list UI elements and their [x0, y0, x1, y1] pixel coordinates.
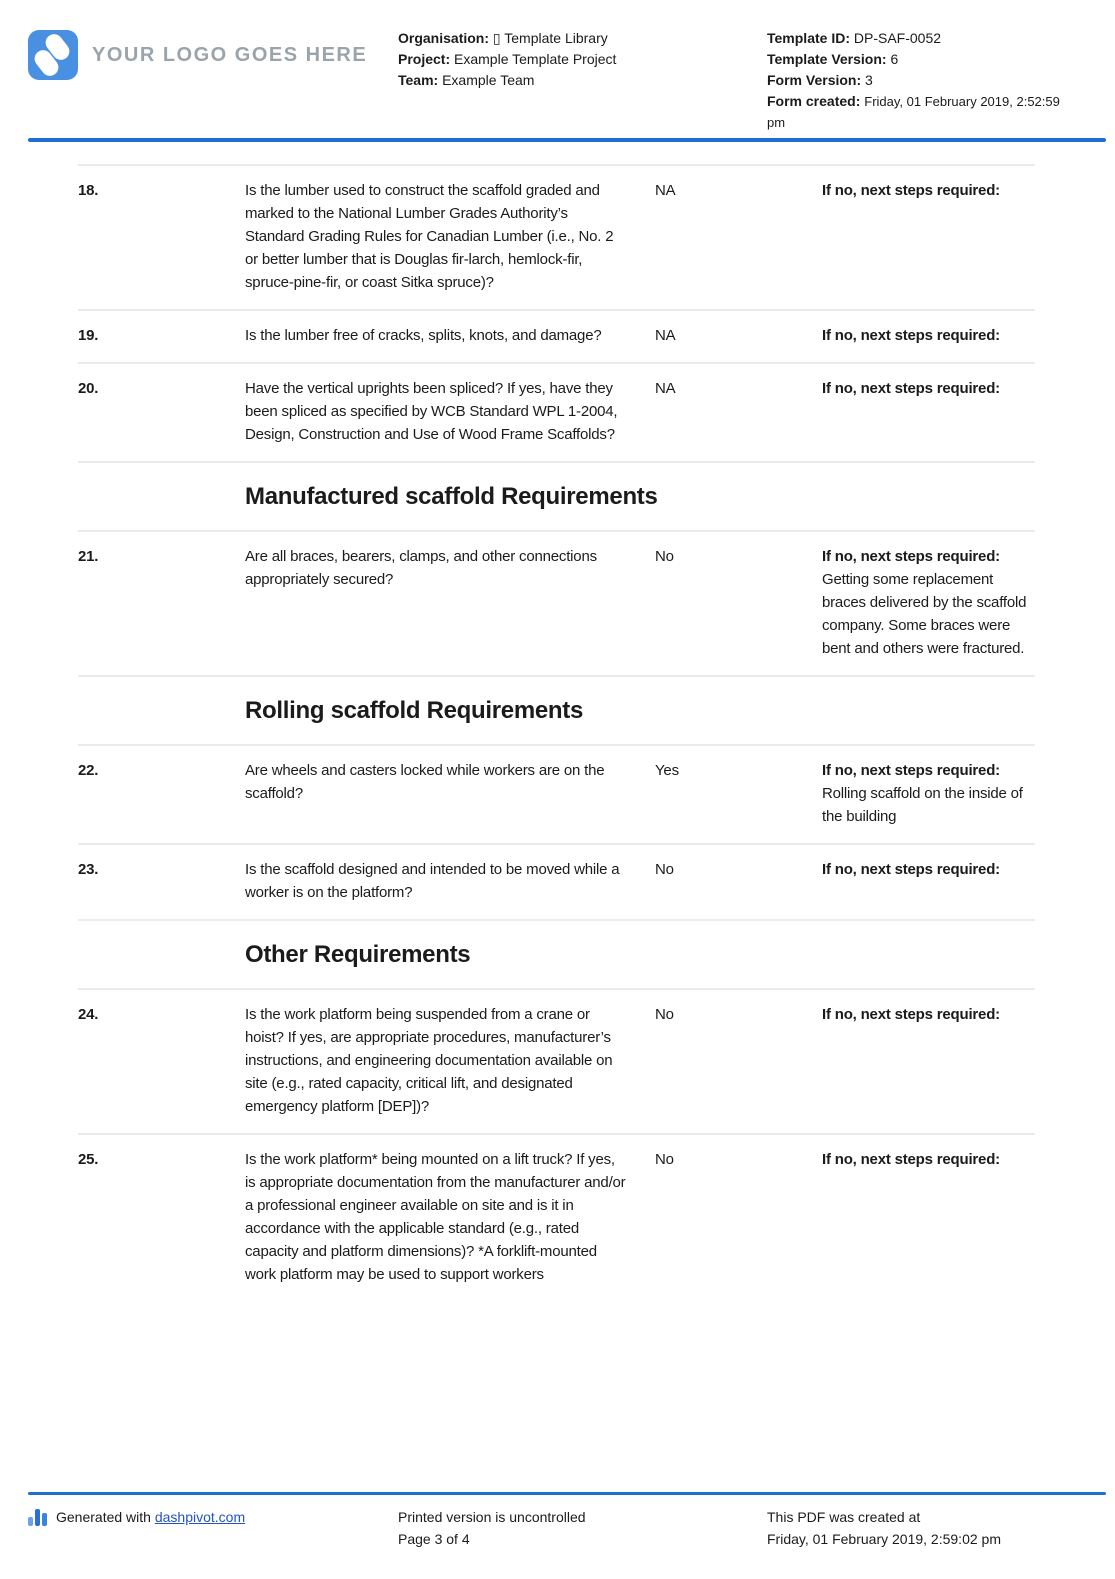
question-text: Have the vertical uprights been spliced? If yes, have they been spliced as specified by WCB Standard WPL 1-2004, Design, Construction and Use of Wood Frame Scaffolds?: [245, 380, 618, 443]
pdf-created-timestamp: Friday, 01 February 2019, 2:59:02 pm: [767, 1531, 1001, 1547]
page-footer: [0, 1492, 1115, 1579]
next-steps-cell: [822, 1148, 1035, 1171]
row-number: 18.: [78, 182, 99, 199]
next-steps-label: If no, next steps required:: [822, 861, 1000, 878]
next-steps-text: Getting some replacement braces delivered by the scaffold company. Some braces were bent and others were fractured.: [822, 571, 1027, 657]
next-steps-label: If no, next steps required:: [822, 548, 1000, 565]
next-steps-cell: [822, 324, 1035, 347]
section-heading: Other Requirements: [78, 919, 1035, 988]
project-label: Project:: [398, 51, 451, 67]
checklist-row: [78, 843, 1035, 919]
answer-value: NA: [655, 182, 676, 199]
dashpivot-link[interactable]: dashpivot.com: [154, 1509, 246, 1525]
form-created-value: Friday, 01 February 2019, 2:52:59 pm: [767, 94, 1060, 130]
footer-divider: [28, 1492, 1106, 1495]
question-text: Are wheels and casters locked while workers are on the scaffold?: [245, 762, 605, 802]
logo-icon: [28, 30, 78, 80]
next-steps-cell: [822, 545, 1035, 660]
next-steps-text: Rolling scaffold on the inside of the building: [822, 785, 1023, 825]
template-version-line: [767, 49, 1072, 70]
question-text: Is the lumber free of cracks, splits, knots, and damage?: [245, 327, 602, 344]
section-heading: Rolling scaffold Requirements: [78, 675, 1035, 744]
checklist-row: [78, 744, 1035, 843]
answer-value: No: [655, 1151, 674, 1168]
logo-placeholder-text: YOUR LOGO GOES HERE: [92, 43, 368, 66]
next-steps-cell: [822, 858, 1035, 881]
organisation-value: ▯ Template Library: [492, 30, 608, 46]
next-steps-label: If no, next steps required:: [822, 1151, 1000, 1168]
next-steps-label: If no, next steps required:: [822, 762, 1000, 779]
checklist-row: [78, 530, 1035, 675]
question-text: Is the lumber used to construct the scaffold graded and marked to the National Lumber Grades Authority’s Standard Grading Rules for Canadian Lumber (i.e., No. 2 or better lumber that is Douglas fir-larch, hemlock-fir, spruce-pine-fir, or coast Sitka spruce)?: [245, 182, 614, 291]
form-version-line: [767, 70, 1072, 91]
checklist-row: [78, 362, 1035, 461]
next-steps-cell: [822, 759, 1035, 828]
next-steps-cell: [822, 1003, 1035, 1026]
checklist-table: [78, 164, 1035, 1301]
checklist-row: [78, 988, 1035, 1133]
page-number: Page 3 of 4: [398, 1531, 470, 1547]
next-steps-cell: [822, 179, 1035, 202]
answer-value: No: [655, 861, 674, 878]
template-id-line: [767, 28, 1072, 49]
next-steps-cell: [822, 377, 1035, 400]
generated-with-text: [56, 1506, 245, 1528]
print-note-block: [398, 1506, 586, 1550]
row-number: 24.: [78, 1006, 99, 1023]
checklist-row: [78, 164, 1035, 309]
question-text: Is the work platform being suspended from a crane or hoist? If yes, are appropriate procedures, manufacturer’s instructions, and engineering documentation available on site (e.g., rated capacity, critical lift, and designated emergency platform [DEP])?: [245, 1006, 613, 1115]
checklist-row: [78, 1133, 1035, 1301]
form-created-label: Form created:: [767, 93, 861, 109]
header-divider: [28, 138, 1106, 142]
question-text: Are all braces, bearers, clamps, and other connections appropriately secured?: [245, 548, 597, 588]
project-line: [398, 49, 728, 70]
answer-value: NA: [655, 380, 676, 397]
organisation-line: [398, 28, 728, 49]
question-text: Is the work platform* being mounted on a lift truck? If yes, is appropriate documentation from the manufacturer and/or a professional engineer available on site and is it in accordance with the applicable standard (e.g., rated capacity and platform dimensions)? *A forklift-mounted work platform may be used to support workers: [245, 1151, 626, 1283]
row-number: 22.: [78, 762, 99, 779]
row-number: 21.: [78, 548, 99, 565]
next-steps-label: If no, next steps required:: [822, 1006, 1000, 1023]
template-meta-block: [767, 28, 1072, 133]
generated-with-label: Generated with: [56, 1509, 151, 1525]
template-version-label: Template Version:: [767, 51, 887, 67]
next-steps-label: If no, next steps required:: [822, 327, 1000, 344]
next-steps-label: If no, next steps required:: [822, 182, 1000, 199]
form-version-label: Form Version:: [767, 72, 862, 88]
company-logo: [28, 30, 367, 80]
organisation-label: Organisation:: [398, 30, 490, 46]
question-text: Is the scaffold designed and intended to be moved while a worker is on the platform?: [245, 861, 620, 901]
answer-value: NA: [655, 327, 676, 344]
row-number: 23.: [78, 861, 99, 878]
template-id-label: Template ID:: [767, 30, 850, 46]
next-steps-label: If no, next steps required:: [822, 380, 1000, 397]
template-version-value: 6: [890, 51, 899, 67]
answer-value: No: [655, 548, 674, 565]
checklist-row: [78, 309, 1035, 362]
team-value: Example Team: [442, 72, 535, 88]
team-line: [398, 70, 728, 91]
project-value: Example Template Project: [454, 51, 617, 67]
form-context-block: [398, 28, 728, 91]
generated-with-block: [28, 1506, 245, 1528]
bar-chart-icon: [28, 1509, 47, 1526]
team-label: Team:: [398, 72, 439, 88]
pdf-created-label: This PDF was created at: [767, 1509, 921, 1525]
row-number: 25.: [78, 1151, 99, 1168]
answer-value: No: [655, 1006, 674, 1023]
row-number: 19.: [78, 327, 99, 344]
pdf-created-block: [767, 1506, 1001, 1550]
row-number: 20.: [78, 380, 99, 397]
section-heading: Manufactured scaffold Requirements: [78, 461, 1035, 530]
answer-value: Yes: [655, 762, 679, 779]
form-version-value: 3: [865, 72, 873, 88]
printed-note: Printed version is uncontrolled: [398, 1509, 586, 1525]
form-created-line: [767, 91, 1072, 133]
template-id-value: DP-SAF-0052: [853, 30, 942, 46]
